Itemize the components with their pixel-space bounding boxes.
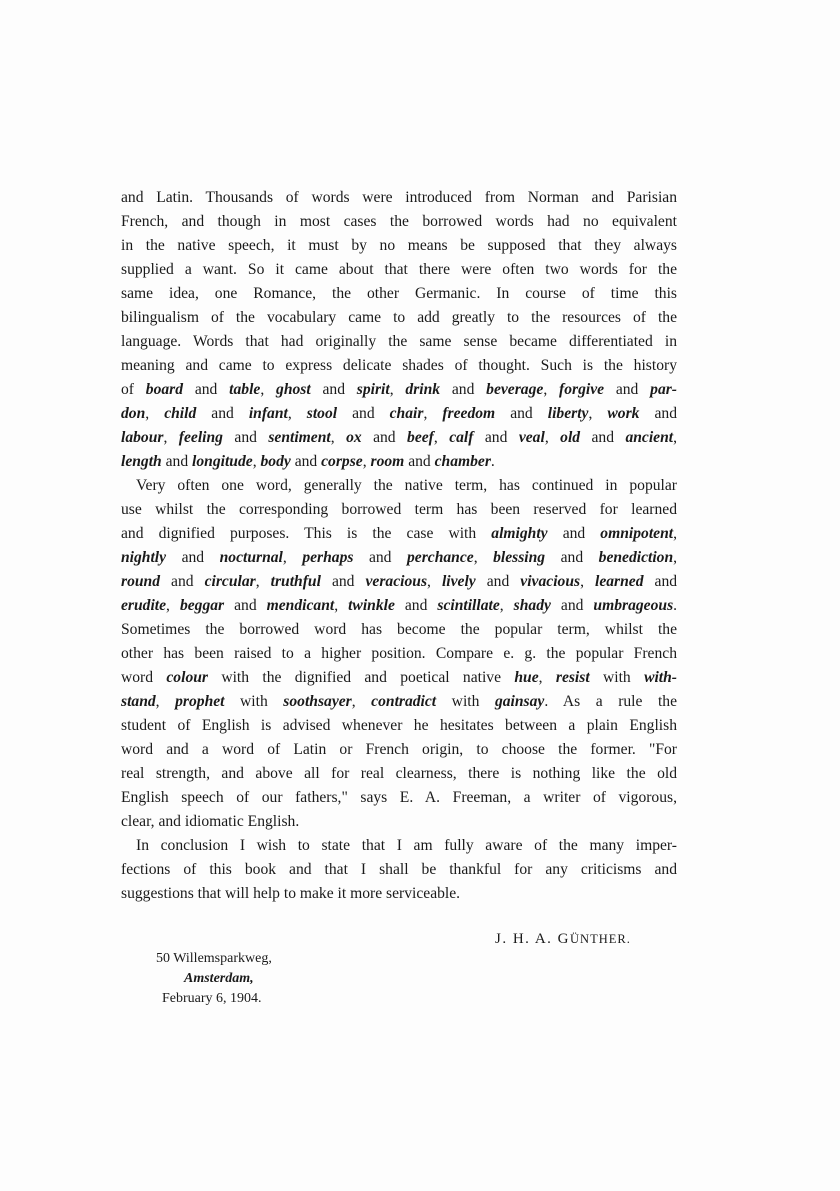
italic-word: scintillate	[437, 597, 500, 614]
text-line	[121, 762, 677, 786]
italic-word: stool	[306, 405, 338, 422]
text-segment: and	[495, 405, 548, 422]
italic-word: shady	[513, 597, 551, 614]
text-segment: and	[394, 597, 438, 614]
text-segment: ,	[538, 669, 556, 686]
text-segment: In conclusion I wish to state that I am fully aware of the many imper-	[136, 837, 677, 854]
italic-word: umbrageous	[593, 597, 674, 614]
text-segment: and dignified purposes. This is the case with	[121, 525, 492, 542]
italic-word: beverage	[486, 381, 544, 398]
text-segment: and	[473, 429, 519, 446]
text-line	[121, 570, 677, 594]
text-segment: fections of this book and that I shall be thankful for any criticisms and	[121, 861, 677, 878]
text-line	[121, 402, 677, 426]
italic-word: truthful	[270, 573, 321, 590]
text-segment: with	[589, 669, 645, 686]
italic-word: par-	[650, 381, 677, 398]
text-line	[121, 498, 677, 522]
italic-word: ghost	[276, 381, 311, 398]
text-segment: suggestions that will help to make it more serviceable.	[121, 885, 461, 902]
text-segment: Sometimes the borrowed word has become the popular term, whilst the	[121, 621, 677, 638]
text-segment: ,	[362, 453, 371, 470]
text-segment: ,	[673, 525, 677, 542]
text-segment: ,	[433, 429, 450, 446]
text-line	[121, 594, 677, 618]
text-line	[121, 858, 677, 882]
signature-initials: J. H. A. G	[495, 931, 571, 947]
text-line	[121, 690, 677, 714]
italic-word: gainsay	[494, 693, 545, 710]
text-segment: ,	[255, 573, 271, 590]
address-city: Amsterdam,	[184, 971, 254, 986]
text-line	[121, 522, 677, 546]
text-segment: and	[404, 453, 435, 470]
text-segment: language. Words that had originally the same sense became differentiated in	[121, 333, 677, 350]
text-segment: of	[121, 381, 146, 398]
italic-word: corpse	[321, 453, 363, 470]
italic-word: calf	[449, 429, 474, 446]
text-segment: ,	[155, 693, 176, 710]
italic-word: stand	[121, 693, 156, 710]
text-line	[121, 426, 677, 450]
text-line	[121, 378, 677, 402]
text-line	[121, 210, 677, 234]
italic-word: labour	[121, 429, 164, 446]
text-segment: and	[475, 573, 521, 590]
address-block	[148, 949, 308, 1009]
italic-word: blessing	[493, 549, 546, 566]
italic-word: nightly	[121, 549, 167, 566]
text-segment: and	[361, 429, 408, 446]
italic-word: body	[260, 453, 291, 470]
italic-word: contradict	[371, 693, 437, 710]
italic-word: beef	[407, 429, 434, 446]
italic-word: almighty	[491, 525, 548, 542]
text-segment: with	[436, 693, 495, 710]
text-line	[121, 234, 677, 258]
text-segment: ,	[389, 381, 406, 398]
text-segment: and	[440, 381, 487, 398]
address-date: February 6, 1904.	[162, 991, 262, 1006]
text-segment: .	[490, 453, 495, 470]
text-line	[121, 330, 677, 354]
text-line	[121, 810, 677, 834]
text-line	[121, 186, 677, 210]
text-segment: bilingualism of the vocabulary came to add greatly to the resources of the	[121, 309, 677, 326]
italic-word: drink	[405, 381, 441, 398]
italic-word: forgive	[559, 381, 605, 398]
text-segment: and	[310, 381, 357, 398]
text-segment: and	[643, 573, 678, 590]
italic-word: chamber	[434, 453, 491, 470]
text-line	[121, 354, 677, 378]
text-segment: and	[320, 573, 366, 590]
text-line	[121, 834, 677, 858]
text-segment: and	[580, 429, 626, 446]
text-line	[121, 258, 677, 282]
italic-word: hue	[514, 669, 539, 686]
italic-word: ox	[346, 429, 362, 446]
text-segment: ,	[544, 429, 561, 446]
text-segment: ,	[287, 405, 307, 422]
italic-word: perhaps	[302, 549, 354, 566]
text-segment: ,	[673, 549, 678, 566]
italic-word: with-	[644, 669, 677, 686]
text-segment: ,	[163, 429, 179, 446]
text-segment: in the native speech, it must by no means be supposed that they always	[121, 237, 677, 254]
italic-word: child	[164, 405, 197, 422]
text-segment: and Latin. Thousands of words were introduced from Norman and Parisian	[121, 189, 677, 206]
text-segment: ,	[588, 405, 608, 422]
italic-word: circular	[204, 573, 256, 590]
text-segment: other has been raised to a higher position. Compare e. g. the popular French	[121, 645, 677, 662]
text-segment: and	[604, 381, 651, 398]
italic-word: sentiment	[268, 429, 331, 446]
italic-word: prophet	[175, 693, 225, 710]
italic-word: board	[145, 381, 184, 398]
text-segment: meaning and came to express delicate shades of thought. Such is the history	[121, 357, 677, 374]
text-segment: ,	[166, 597, 180, 614]
italic-word: erudite	[121, 597, 167, 614]
italic-word: omnipotent	[600, 525, 674, 542]
italic-word: perchance	[406, 549, 474, 566]
text-segment: real strength, and above all for real clearness, there is nothing like the old	[121, 765, 677, 782]
text-segment: clear, and idiomatic English.	[121, 813, 300, 830]
italic-word: work	[607, 405, 640, 422]
preface-body-text	[121, 186, 677, 906]
italic-word: room	[370, 453, 405, 470]
signature-surname: ÜNTHER.	[570, 932, 631, 946]
text-segment: ,	[351, 693, 372, 710]
italic-word: round	[121, 573, 161, 590]
text-segment: with	[224, 693, 284, 710]
italic-word: resist	[555, 669, 590, 686]
text-segment: and	[166, 549, 220, 566]
text-line	[121, 618, 677, 642]
text-segment: same idea, one Romance, the other Germanic. In course of time this	[121, 285, 677, 302]
italic-word: learned	[595, 573, 644, 590]
text-segment: and	[161, 453, 193, 470]
text-line	[121, 546, 677, 570]
text-segment: and	[337, 405, 390, 422]
italic-word: mendicant	[266, 597, 335, 614]
text-line	[121, 738, 677, 762]
text-segment: and	[550, 597, 594, 614]
text-segment: ,	[543, 381, 560, 398]
text-line	[121, 642, 677, 666]
author-signature	[495, 931, 631, 948]
text-segment: .	[673, 597, 678, 614]
italic-word: soothsayer	[283, 693, 352, 710]
text-segment: . As a rule the	[544, 693, 678, 710]
text-segment: and	[222, 429, 269, 446]
text-line	[121, 474, 677, 498]
text-segment: ,	[282, 549, 303, 566]
text-segment: English speech of our fathers," says E. A. Freeman, a writer of vigorous,	[121, 789, 677, 806]
italic-word: freedom	[442, 405, 496, 422]
text-segment: ,	[423, 405, 443, 422]
text-segment: French, and though in most cases the borrowed words had no equivalent	[121, 213, 677, 230]
italic-word: ancient	[625, 429, 674, 446]
text-segment: ,	[330, 429, 347, 446]
italic-word: nocturnal	[219, 549, 283, 566]
text-segment: ,	[145, 405, 165, 422]
italic-word: feeling	[178, 429, 223, 446]
text-line	[121, 666, 677, 690]
italic-word: twinkle	[348, 597, 395, 614]
address-street: 50 Willemsparkweg,	[156, 951, 272, 966]
text-segment: ,	[499, 597, 514, 614]
italic-word: colour	[166, 669, 208, 686]
text-segment: and	[224, 597, 267, 614]
text-segment: with the dignified and poetical native	[207, 669, 515, 686]
text-segment: ,	[334, 597, 349, 614]
italic-word: length	[121, 453, 162, 470]
text-segment: supplied a want. So it came about that there were often two words for the	[121, 261, 677, 278]
italic-word: longitude	[192, 453, 253, 470]
text-segment: ,	[252, 453, 261, 470]
text-line	[121, 282, 677, 306]
text-line	[121, 714, 677, 738]
text-segment: and	[547, 525, 601, 542]
text-segment: and	[639, 405, 678, 422]
text-segment: word and a word of Latin or French origin, to choose the former. "For	[121, 741, 677, 758]
italic-word: vivacious	[520, 573, 581, 590]
text-segment: and	[183, 381, 230, 398]
text-segment: and	[160, 573, 205, 590]
italic-word: veracious	[365, 573, 428, 590]
italic-word: beggar	[179, 597, 225, 614]
italic-word: don	[121, 405, 146, 422]
italic-word: benediction	[598, 549, 674, 566]
text-line	[121, 450, 677, 474]
text-line	[121, 786, 677, 810]
italic-word: veal	[518, 429, 545, 446]
text-segment: Very often one word, generally the native term, has continued in popular	[136, 477, 677, 494]
text-segment: ,	[580, 573, 595, 590]
text-segment: word	[121, 669, 167, 686]
text-segment: ,	[473, 549, 494, 566]
text-segment: ,	[673, 429, 678, 446]
text-line	[121, 306, 677, 330]
italic-word: liberty	[547, 405, 589, 422]
text-line	[121, 882, 677, 906]
text-segment: and	[353, 549, 407, 566]
text-segment: ,	[427, 573, 442, 590]
italic-word: infant	[248, 405, 288, 422]
text-segment: and	[196, 405, 249, 422]
text-segment: use whilst the corresponding borrowed term has been reserved for learned	[121, 501, 677, 518]
text-segment: student of English is advised whenever he hesitates between a plain English	[121, 717, 677, 734]
italic-word: chair	[389, 405, 424, 422]
italic-word: table	[229, 381, 261, 398]
italic-word: spirit	[356, 381, 390, 398]
italic-word: lively	[441, 573, 476, 590]
text-segment: ,	[260, 381, 277, 398]
text-segment: and	[290, 453, 322, 470]
text-segment: and	[545, 549, 599, 566]
italic-word: old	[560, 429, 581, 446]
